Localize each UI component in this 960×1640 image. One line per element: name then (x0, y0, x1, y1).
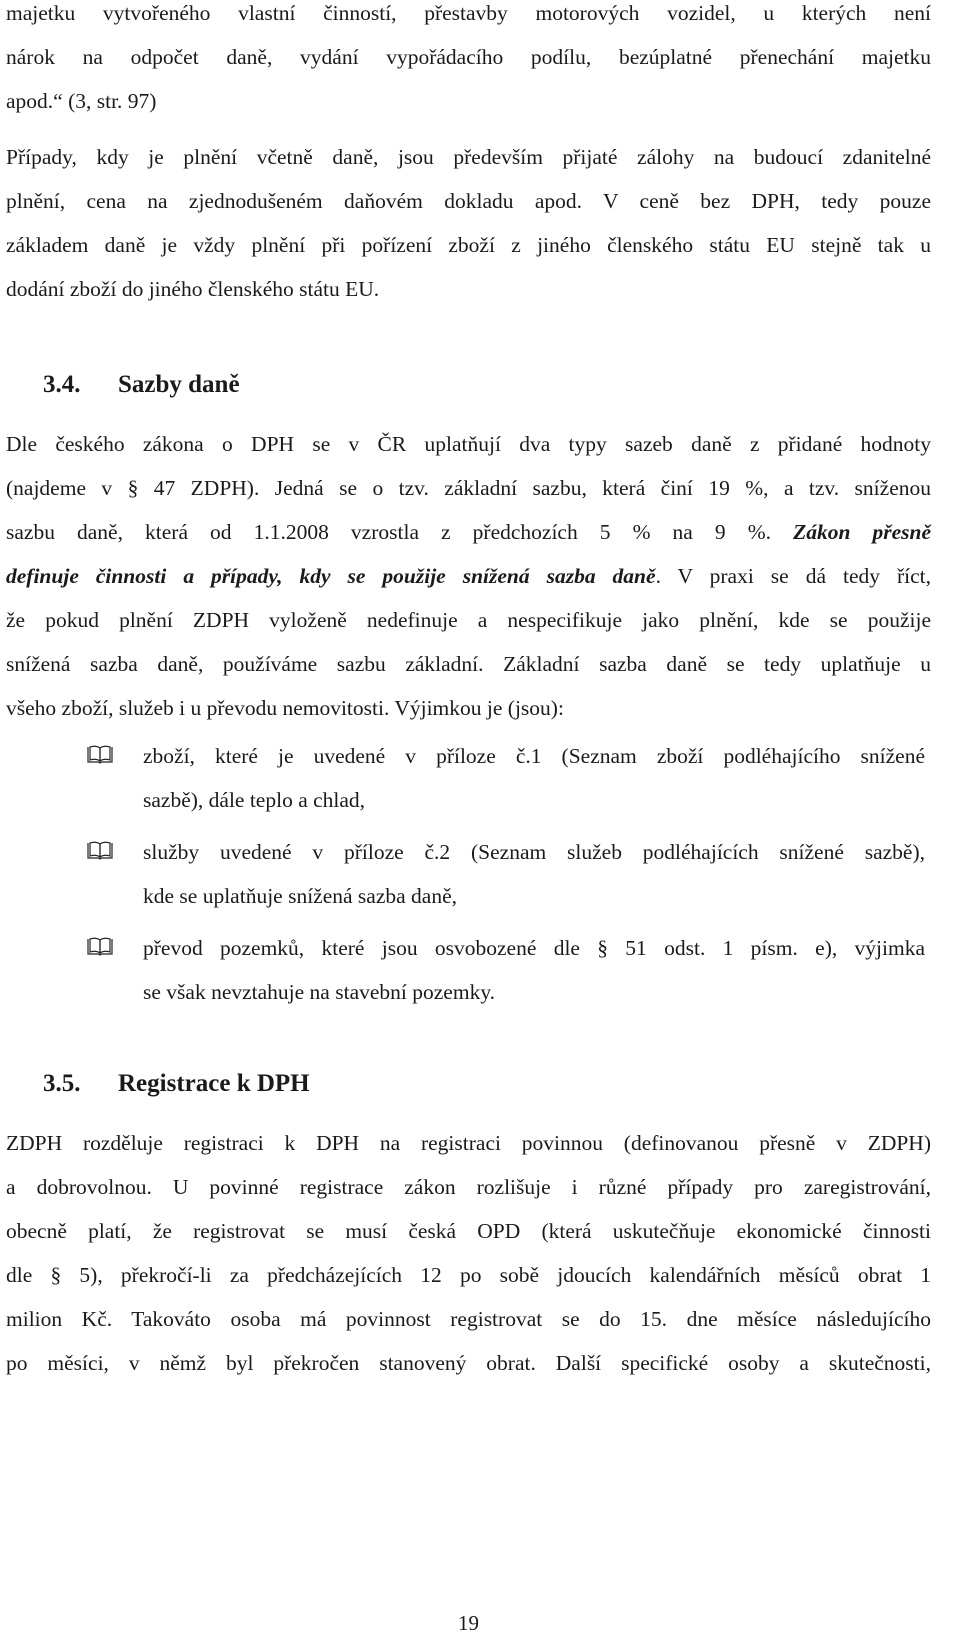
text-line: nárok na odpočet daně, vydání vypořádacího podílu, bezúplatné přenechání majetku (6, 45, 931, 69)
text-line (6, 510, 931, 554)
text-line: všeho zboží, služeb i u převodu nemovitosti. Výjimkou je (jsou): (6, 696, 564, 720)
text-line: kde se uplatňuje snížená sazba daně, (143, 884, 458, 908)
paragraph-tax-rates (6, 422, 931, 730)
section-heading-3-4 (6, 363, 931, 407)
book-icon (87, 840, 113, 860)
text-line: ZDPH rozděluje registraci k DPH na registraci povinnou (definovanou přesně v ZDPH) (6, 1131, 931, 1155)
text-line: (najdeme v § 47 ZDPH). Jedná se o tzv. základní sazbu, která činí 19 %, a tzv. sníženou (6, 476, 931, 500)
book-icon (87, 936, 113, 956)
paragraph-registration (6, 1121, 931, 1385)
exceptions-list (6, 734, 931, 1014)
list-item (6, 830, 931, 918)
book-icon (87, 744, 113, 764)
paragraph-continuation (6, 0, 931, 123)
text-line: obecně platí, že registrovat se musí česká OPD (která uskutečňuje ekonomické činnosti (6, 1219, 931, 1243)
text-line: milion Kč. Takováto osoba má povinnost registrovat se do 15. dne měsíce následujícího (6, 1307, 931, 1331)
emphasis-text: definuje činnosti a případy, kdy se použije snížená sazba daně (6, 564, 656, 588)
section-heading-3-5 (6, 1062, 931, 1106)
section-number: 3.4. (43, 371, 81, 398)
text-line: dle § 5), překročí-li za předcházejících 12 po sobě jdoucích kalendářních měsíců obrat 1 (6, 1263, 931, 1287)
text-span: . V praxi se dá tedy říct, (655, 564, 931, 588)
list-item (6, 926, 931, 1014)
text-line: dodání zboží do jiného členského státu EU. (6, 277, 380, 301)
text-line: se však nevztahuje na stavební pozemky. (143, 980, 496, 1004)
paragraph-vat-inclusion (6, 135, 931, 311)
text-line: základem daně je vždy plnění při pořízení zboží z jiného členského státu EU stejně tak u (6, 233, 931, 257)
section-title: Sazby daně (118, 371, 240, 398)
text-line: sazbě), dále teplo a chlad, (143, 788, 366, 812)
section-number: 3.5. (43, 1070, 81, 1097)
text-line: majetku vytvořeného vlastní činností, přestavby motorových vozidel, u kterých není (6, 1, 931, 25)
text-line: převod pozemků, které jsou osvobozené dle § 51 odst. 1 písm. e), výjimka (143, 936, 925, 960)
text-line: Dle českého zákona o DPH se v ČR uplatňují dva typy sazeb daně z přidané hodnoty (6, 432, 931, 456)
text-span: sazbu daně, která od 1.1.2008 vzrostla z předchozích 5 % na 9 %. (6, 520, 771, 544)
document-page (6, 0, 931, 1635)
text-line (6, 554, 931, 598)
section-title: Registrace k DPH (118, 1070, 310, 1097)
text-line: Případy, kdy je plnění včetně daně, jsou především přijaté zálohy na budoucí zdanitelné (6, 145, 931, 169)
text-line: po měsíci, v němž byl překročen stanovený obrat. Další specifické osoby a skutečnosti, (6, 1351, 931, 1375)
text-line: že pokud plnění ZDPH vyloženě nedefinuje a nespecifikuje jako plnění, kde se použije (6, 608, 931, 632)
emphasis-text: Zákon přesně (793, 520, 931, 544)
page-number: 19 (458, 1611, 479, 1635)
text-line: zboží, které je uvedené v příloze č.1 (Seznam zboží podléhajícího snížené (143, 744, 925, 768)
list-item (6, 734, 931, 822)
text-line: apod.“ (3, str. 97) (6, 89, 157, 113)
text-line: snížená sazba daně, používáme sazbu základní. Základní sazba daně se tedy uplatňuje u (6, 652, 931, 676)
text-line: a dobrovolnou. U povinné registrace zákon rozlišuje i různé případy pro zaregistrování, (6, 1175, 931, 1199)
text-line: plnění, cena na zjednodušeném daňovém dokladu apod. V ceně bez DPH, tedy pouze (6, 189, 931, 213)
text-line: služby uvedené v příloze č.2 (Seznam služeb podléhajících snížené sazbě), (143, 840, 925, 864)
